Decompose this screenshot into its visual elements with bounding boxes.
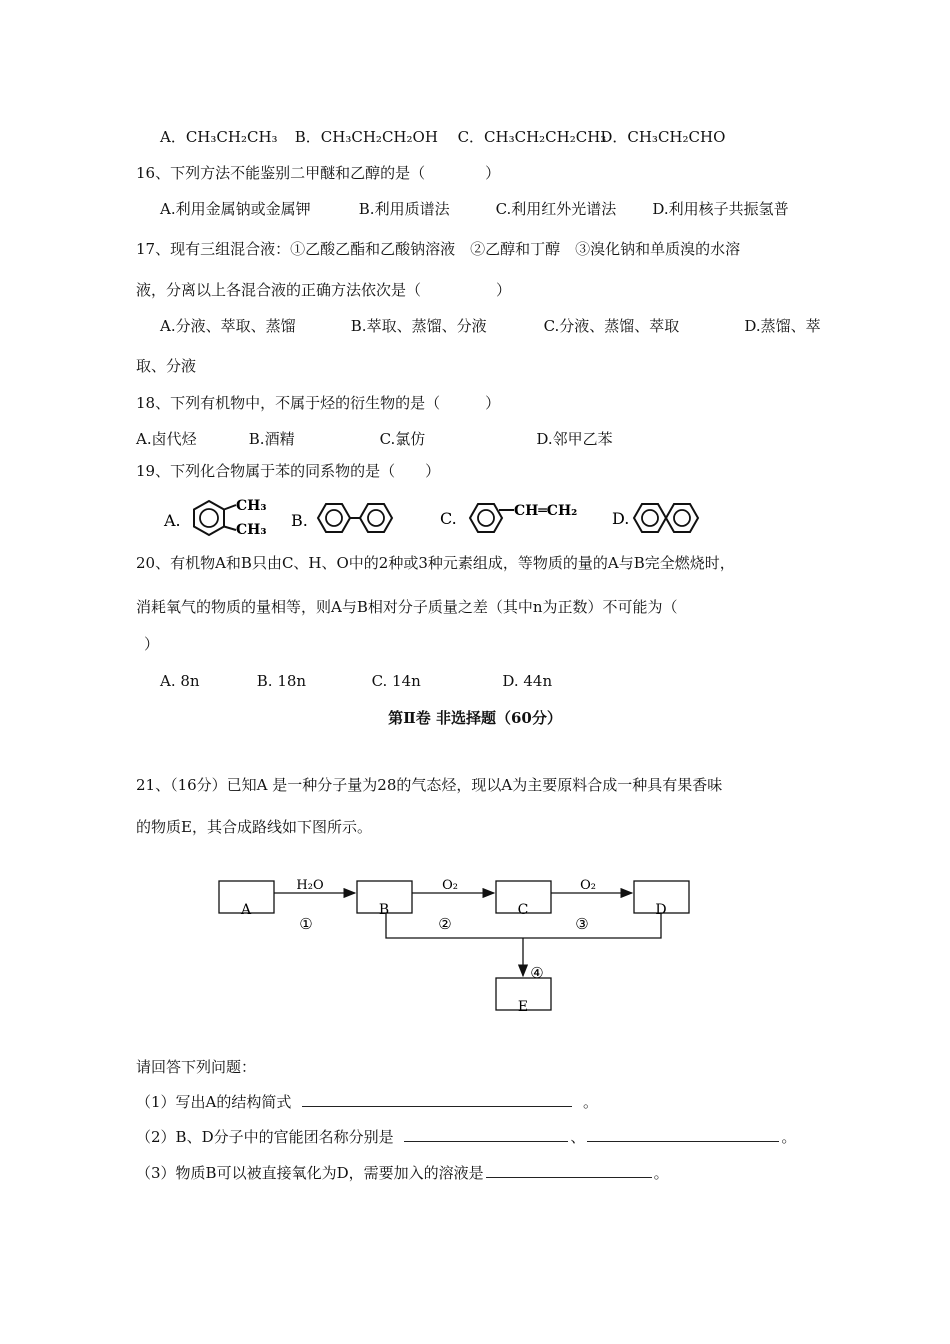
aromatic-circle-a — [200, 509, 218, 527]
q20-option-b: B. 18n — [256, 672, 307, 690]
aromatic-circle-b2 — [368, 510, 384, 526]
benzene-ring-c — [470, 504, 502, 532]
q19-option-a-structure — [163, 498, 267, 538]
bond-a-top — [224, 505, 236, 510]
q17-option-d-tail: 取、分液 — [136, 357, 197, 375]
q20-stem-line1: 20、有机物A和B只由C、H、O中的2种或3种元素组成，等物质的量的A与B完全燃烧时， — [136, 554, 735, 572]
q17-options — [160, 316, 821, 336]
q21-sub2-end: 。 — [781, 1128, 797, 1146]
q18-option-c: C.氯仿 — [379, 430, 426, 448]
q19-option-d-structure — [612, 504, 698, 532]
q21-stem-line1: 21、（16分）已知A 是一种分子量为28的气态烃，现以A为主要原料合成一种具有果香味 — [136, 776, 723, 794]
q20-option-c: C. 14n — [371, 672, 421, 690]
q21-stem-line2: 的物质E，其合成路线如下图所示。 — [136, 818, 372, 836]
box-c-label: C — [517, 902, 529, 918]
reagent-o2-2: O₂ — [580, 878, 596, 893]
q21-sub2 — [136, 1127, 796, 1147]
q19-option-c-structure — [440, 503, 577, 532]
q20-options — [160, 671, 552, 691]
q20-option-d: D. 44n — [502, 672, 553, 690]
aromatic-circle-b1 — [326, 510, 342, 526]
q15-option-a: A．CH₃CH₂CH₃ — [160, 128, 278, 146]
q19-label-b: B. — [291, 511, 308, 530]
q15-options — [160, 127, 725, 147]
aromatic-circle-d2 — [674, 510, 690, 526]
q17-option-a: A.分液、萃取、蒸馏 — [160, 317, 296, 335]
q16-option-d: D.利用核子共振氢普 — [652, 200, 789, 218]
q21-sub2-text: （2）B、D分子中的官能团名称分别是 — [136, 1128, 394, 1146]
q18-option-d: D.邻甲乙苯 — [536, 430, 613, 448]
q15-option-d: D．CH₃CH₂CHO — [600, 128, 726, 146]
box-d-label: D — [655, 902, 667, 918]
aromatic-circle-d1 — [642, 510, 658, 526]
benzene-ring-b1 — [318, 504, 350, 532]
q21-sub1-text: （1）写出A的结构简式 — [136, 1093, 292, 1111]
q19-a-ch3-top: CH₃ — [236, 498, 267, 514]
q18-stem: 18、下列有机物中，不属于烃的衍生物的是（ ） — [136, 394, 501, 412]
q19-a-ch3-bottom: CH₃ — [236, 522, 267, 538]
benzene-ring-b2 — [360, 504, 392, 532]
step-3: ③ — [575, 915, 589, 933]
synthesis-route-diagram — [210, 870, 710, 1020]
q15-option-b: B．CH₃CH₂CH₂OH — [294, 128, 438, 146]
q19-label-c: C. — [440, 509, 457, 528]
q19-option-b-structure — [291, 504, 392, 532]
answer-blank-1[interactable] — [302, 1092, 572, 1107]
naphthalene-ring-1 — [634, 504, 666, 532]
answer-blank-2[interactable] — [404, 1127, 568, 1142]
q19-label-d: D. — [612, 509, 630, 528]
step-2: ② — [438, 915, 452, 933]
q21-sub1 — [136, 1092, 598, 1112]
box-e-label: E — [517, 999, 529, 1015]
q17-option-d: D.蒸馏、萃 — [744, 317, 821, 335]
q19-label-a: A. — [164, 511, 181, 530]
q16-stem: 16、下列方法不能鉴别二甲醚和乙醇的是（ ） — [136, 164, 501, 182]
q21-sub3-end: 。 — [653, 1164, 669, 1182]
q18-options — [136, 429, 613, 449]
section-title: 第Ⅱ卷 非选择题（60分） — [388, 709, 562, 727]
q19-structures — [150, 490, 730, 550]
q20-stem-line2: 消耗氧气的物质的量相等，则A与B相对分子质量之差（其中n为正数）不可能为（ — [136, 598, 678, 616]
q16-option-b: B.利用质谱法 — [358, 200, 450, 218]
q19-stem: 19、下列化合物属于苯的同系物的是（ ） — [136, 462, 441, 480]
q16-option-a: A.利用金属钠或金属钾 — [160, 200, 311, 218]
step-1: ① — [299, 915, 313, 933]
q21-sub3-text: （3）物质B可以被直接氧化为D，需要加入的溶液是 — [136, 1164, 484, 1182]
q18-option-a: A.卤代烃 — [136, 430, 197, 448]
q20-option-a: A. 8n — [160, 672, 200, 690]
q15-option-c: C．CH₃CH₂CH₂CH₃ — [457, 128, 607, 146]
reagent-h2o: H₂O — [296, 878, 324, 893]
q16-options — [160, 199, 789, 219]
q17-option-b: B.萃取、蒸馏、分液 — [350, 317, 487, 335]
benzene-ring-a — [194, 501, 224, 535]
q16-option-c: C.利用红外光谱法 — [495, 200, 617, 218]
answer-blank-4[interactable] — [486, 1163, 652, 1178]
reagent-o2-1: O₂ — [442, 878, 458, 893]
q18-option-b: B.酒精 — [248, 430, 295, 448]
q17-stem-line2: 液，分离以上各混合液的正确方法依次是（ ） — [136, 281, 512, 299]
q19-c-vinyl: CH═CH₂ — [514, 503, 578, 519]
answer-blank-3[interactable] — [587, 1127, 779, 1142]
step-4: ④ — [530, 964, 544, 982]
box-a-label: A — [240, 902, 252, 918]
q20-stem-line3: ） — [144, 635, 160, 653]
q21-sub2-sep: 、 — [570, 1128, 586, 1146]
naphthalene-ring-2 — [666, 504, 698, 532]
q21-prompt: 请回答下列问题： — [136, 1058, 257, 1076]
q17-stem-line1: 17、现有三组混合液：①乙酸乙酯和乙酸钠溶液 ②乙醇和丁醇 ③溴化钠和单质溴的水溶 — [136, 240, 741, 258]
q21-sub3 — [136, 1163, 669, 1183]
q21-sub1-end: 。 — [582, 1093, 598, 1111]
bond-a-bottom — [224, 527, 236, 531]
aromatic-circle-c — [478, 510, 494, 526]
q17-option-c: C.分液、蒸馏、萃取 — [543, 317, 680, 335]
box-b-label: B — [378, 902, 390, 918]
